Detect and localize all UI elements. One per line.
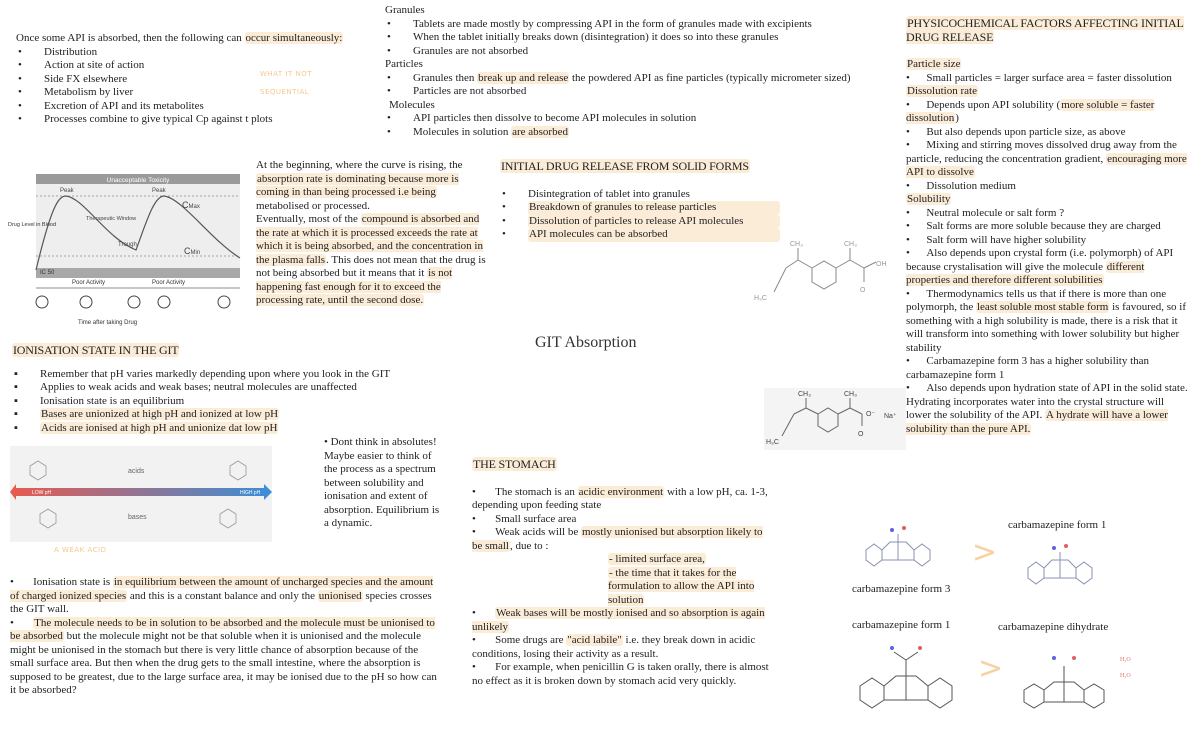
caption: carbamazepine form 1	[852, 619, 951, 631]
list-item: • Mixing and stirring moves dissolved drug away from the particle, reducing the concentration gradient, encouraging more API to dissolve	[906, 139, 1187, 178]
list-item: ▪ Remember that pH varies markedly depending upon where you look in the GIT	[40, 368, 452, 382]
salt-na: Na⁺	[884, 413, 897, 420]
y-axis-label: Drug Level in Blood	[8, 222, 57, 228]
list-item: • For example, when penicillin G is taken orally, there is almost no effect as it is broken down by stomach acid very quickly.	[472, 661, 769, 687]
list-item: • Side FX elsewhere	[44, 73, 386, 87]
poor-activity-band	[36, 268, 240, 278]
list-item: • Neutral molecule or salt form ?	[906, 206, 1065, 219]
granules-heading: Granules	[385, 4, 425, 16]
high-ph-label: HIGH pH	[240, 490, 261, 496]
cmin-label: CMin	[184, 246, 201, 256]
greater-than-icon: >	[972, 535, 998, 570]
clock-icon	[80, 296, 92, 308]
ibu-oh: OH	[876, 261, 887, 268]
intro-lead: Once some API is absorbed, then the following can occur simultaneously:	[16, 32, 343, 44]
molecules-heading: Molecules	[389, 98, 435, 111]
ionisation-section	[12, 344, 452, 435]
granules-section	[385, 4, 895, 139]
carbamazepine-dihydrate-structure	[1016, 644, 1116, 724]
list-item: • Thermodynamics tells us that if there is more than one polymorph, the least soluble most stable form is favoured, so if something with a high solubility is made, there is a risk that it will transform into something with lower solubility but higher stability	[906, 287, 1187, 354]
salt-o-minus: O⁻	[866, 411, 876, 418]
plot-area	[36, 184, 240, 276]
list-item: • Dissolution medium	[906, 179, 1016, 192]
list-item: • Dissolution of particles to release API molecules	[528, 215, 780, 229]
toxicity-label: Unacceptable Toxicity	[106, 177, 170, 184]
list-item: • Distribution	[44, 46, 386, 60]
ph-spectrum-diagram	[10, 446, 272, 542]
list-item: • Granules are not absorbed	[413, 45, 895, 59]
list-item: • Disintegration of tablet into granules	[528, 188, 780, 202]
caption: carbamazepine form 1	[1008, 519, 1107, 531]
stomach-section	[472, 458, 772, 688]
therapeutic-window-diagram	[6, 168, 250, 330]
x-axis-label: Time after taking Drug	[78, 320, 138, 326]
intro-section	[16, 32, 386, 127]
salt-h3c: H₃C	[766, 439, 779, 446]
water-label: H₂O H₂O	[1120, 657, 1131, 679]
think-note: • Dont think in absolutes! Maybe easier to think of the process as a spectrum between solubility and ionisation and extent of absorption. Equilibrium is a dynamic.	[324, 436, 440, 529]
section-heading: THE STOMACH	[473, 457, 556, 471]
curve-explanation: At the beginning, where the curve is rising, the absorption rate is dominating because more is coming in than being processed i.e being metabolised or processed. Eventually, most of the compound is absorbed and the rate at which it is processed exceeds the rate at which it is being absorbed, and the concentration in the plasma falls. This does not mean that the drug is not being absorbed but it means that it is not happening fast enough for it to exceed the processing rate, until the second dose.	[256, 159, 486, 306]
section-heading: INITIAL DRUG RELEASE FROM SOLID FORMS	[501, 159, 749, 173]
peak-label: Peak	[152, 188, 166, 194]
ibuprofen-salt-structure	[764, 388, 906, 450]
molecules-list	[385, 112, 895, 139]
sub-list: - limited surface area, - the time that it takes for the formulation to allow the API into solution	[608, 553, 755, 606]
list-item: • Processes combine to give typical Cp against t plots	[44, 113, 386, 127]
list-item: • API particles then dissolve to become API molecules in solution	[413, 112, 895, 126]
greater-than-icon: >	[978, 651, 1004, 686]
particles-list	[385, 72, 895, 99]
physicochemical-section	[906, 17, 1188, 436]
list-item: ▪ Ionisation state is an equilibrium	[40, 395, 452, 409]
list-item: • Metabolism by liver	[44, 86, 386, 100]
list-item: • Particles are not absorbed	[413, 85, 895, 99]
ionisation-list	[12, 368, 452, 436]
list-item: • Also depends upon hydration state of API in the solid state. Hydrating incorporates water into the crystal structure will lower the solubility of the API. A hydrate will have a lower solubility than the pure API.	[906, 382, 1188, 435]
list-item: • Molecules in solution are absorbed	[413, 126, 895, 140]
list-item: • The stomach is an acidic environment with a low pH, ca. 1-3, depending upon feeding state	[472, 485, 768, 511]
list-item: • Carbamazepine form 3 has a higher solubility than carbamazepine form 1	[906, 355, 1150, 381]
list-item: • Excretion of API and its metabolites	[44, 100, 386, 114]
equilibrium-paragraph: • Ionisation state is in equilibrium between the amount of uncharged species and the amount of charged ionized species and this is a constant balance and only the unionised species crosses the GIT wall.	[10, 576, 434, 615]
salt-ch3: CH₃	[844, 391, 857, 398]
subheading: Dissolution rate	[907, 85, 977, 97]
list-item: • But also depends upon particle size, as above	[906, 125, 1126, 138]
trough-label: Trough	[118, 242, 137, 248]
caption: carbamazepine dihydrate	[998, 621, 1109, 633]
list-item: • Weak acids will be mostly unionised but absorption likely to be small, due to :	[472, 526, 763, 552]
list-item: • Tablets are made mostly by compressing API in the form of granules made with excipients	[413, 18, 895, 32]
clock-icon	[36, 296, 48, 308]
carbamazepine-form1-structure	[1022, 540, 1102, 596]
list-item: ▪ Acids are ionised at high pH and unionize dat low pH	[40, 422, 452, 436]
list-item: • Small particles = larger surface area = faster dissolution	[906, 71, 1172, 84]
subheading: Particle size	[907, 58, 961, 70]
caption: carbamazepine form 3	[852, 583, 951, 595]
particles-heading: Particles	[385, 58, 423, 70]
cmax-label: CMax	[182, 200, 200, 210]
ic50-label: IC 50	[40, 270, 55, 276]
bases-label: bases	[128, 514, 147, 521]
list-item: • Some drugs are "acid labile" i.e. they break down in acidic conditions, losing their activity as a result.	[472, 634, 756, 660]
clock-icon	[128, 296, 140, 308]
ibu-ch3: CH₃	[790, 241, 803, 248]
initial-release-section	[500, 160, 780, 242]
equilibrium-paragraph: • The molecule needs to be in solution to be absorbed and the molecule must be unionised to be absorbed but the molecule might not be that soluble when it is unionised and the molecule might be unionised in the stomach but there is very little chance of absorption because of the small surface area. But then when the drug gets to the small intestine, where the absorption is supposed to be greatest, due to the large surface area, it may be ionised due to the pH so how can it be absorbed?	[10, 616, 437, 696]
list-item: • Salt forms are more soluble because they are charged	[906, 220, 1161, 232]
ibu-h3c: H₃C	[754, 295, 767, 302]
list-item: • Granules then break up and release the powdered API as fine particles (typically micrometer sized)	[413, 72, 895, 86]
section-heading: IONISATION STATE IN THE GIT	[13, 343, 179, 357]
equilibrium-section	[10, 576, 440, 698]
list-item: • Action at site of action	[44, 59, 386, 73]
handwritten-note: A WEAK ACID	[54, 546, 107, 554]
list-item: ▪ Applies to weak acids and weak bases; neutral molecules are unaffected	[40, 381, 452, 395]
ibu-ch3: CH₃	[844, 241, 857, 248]
list-item: • Weak bases will be mostly ionised and so absorption is again unlikely	[472, 607, 765, 633]
list-item: • Also depends upon crystal form (i.e. polymorph) of API because crystalisation will give the molecule different properties and therefore different solubilities	[906, 247, 1174, 286]
list-item: • When the tablet initially breaks down (disintegration) it does so into these granules	[413, 31, 895, 45]
list-item: • Small surface area	[472, 512, 577, 525]
salt-o: O	[858, 431, 864, 438]
poor-activity-label: Poor Activity	[72, 280, 106, 286]
low-ph-label: LOW pH	[32, 490, 52, 496]
therapeutic-window-label: Therapeutic Window	[86, 216, 137, 222]
list-item: • Depends upon API solubility (more soluble = faster dissolution)	[906, 98, 1155, 124]
poor-activity-label: Poor Activity	[152, 280, 186, 286]
ibu-o: O	[860, 287, 866, 294]
list-item: ▪ Bases are unionized at high pH and ionized at low pH	[40, 408, 452, 422]
intro-list	[16, 46, 386, 127]
initial-release-list	[500, 188, 780, 242]
peak-label: Peak	[60, 188, 74, 194]
list-item: • Breakdown of granules to release particles	[528, 201, 780, 215]
acids-label: acids	[128, 468, 145, 475]
list-item: • Salt form will have higher solubility	[906, 233, 1087, 246]
salt-ch3: CH₃	[798, 391, 811, 398]
subheading: Solubility	[907, 193, 951, 205]
section-heading: PHYSICOCHEMICAL FACTORS AFFECTING INITIAL DRUG RELEASE	[906, 16, 1184, 44]
ibuprofen-structure	[752, 238, 894, 310]
handwritten-note: WHAT IT NOT SEQUENTIAL	[260, 70, 313, 96]
granules-list	[385, 18, 895, 59]
carbamazepine-form1-large-structure	[852, 636, 962, 722]
carbamazepine-form3-structure	[860, 520, 940, 580]
clock-icon	[218, 296, 230, 308]
list-item: • API molecules can be absorbed	[528, 228, 780, 242]
page-title: GIT Absorption	[535, 334, 637, 351]
clock-icon	[158, 296, 170, 308]
